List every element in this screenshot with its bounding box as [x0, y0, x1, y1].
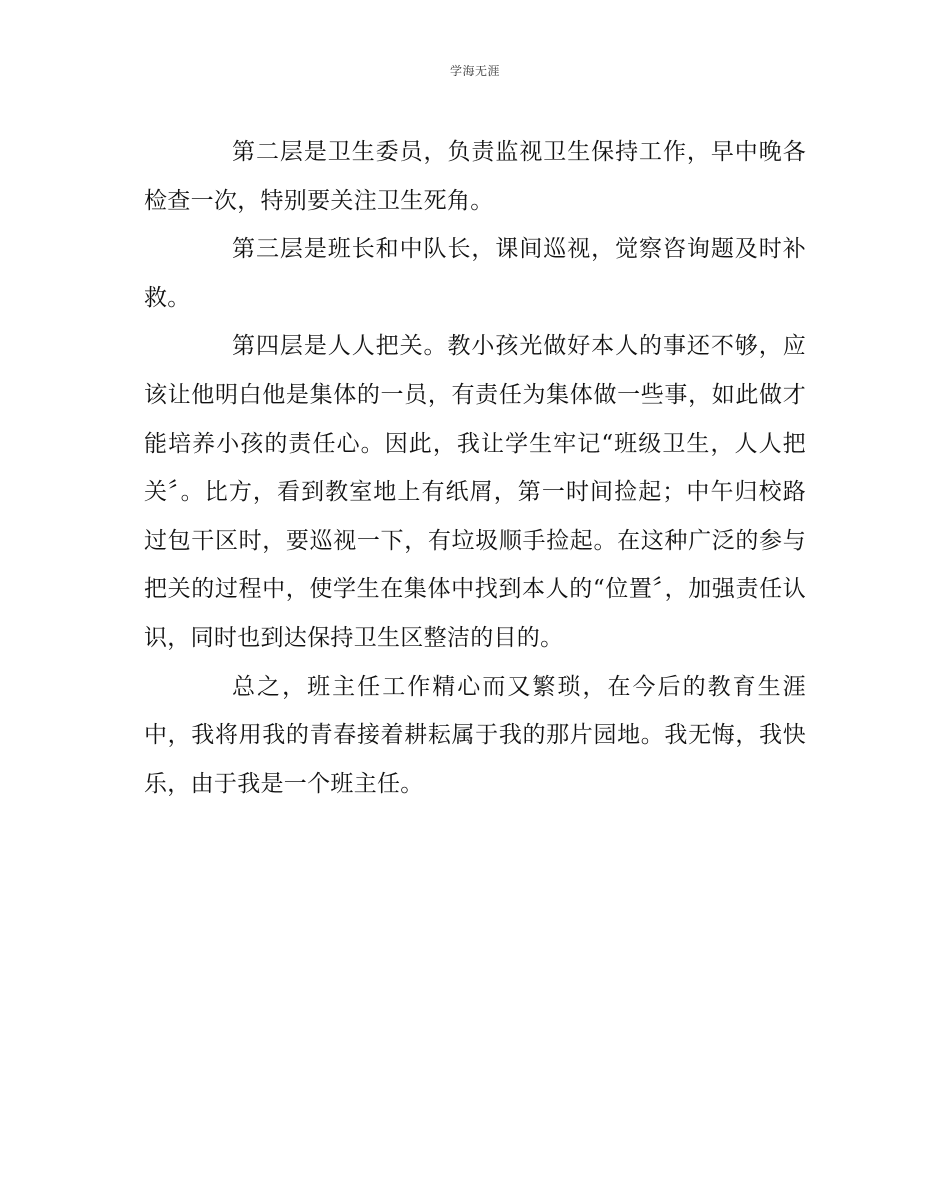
document-body: [144, 128, 806, 808]
paragraph: 总之，班主任工作精心而又繁琐，在今后的教育生涯中，我将用我的青春接着耕耘属于我的那片园地。我无悔，我快乐，由于我是一个班主任。: [144, 673, 806, 797]
paragraph: 第二层是卫生委员，负责监视卫生保持工作，早中晚各检查一次，特别要关注卫生死角。: [144, 139, 806, 214]
paragraph: 第四层是人人把关。教小孩光做好本人的事还不够，应该让他明白他是集体的一员，有责任为集体做一些事，如此做才能培养小孩的责任心。因此，我让学生牢记“班级卫生，人人把关〞。比方，看到教室地上有纸屑，第一时间捡起；中午归校路过包干区时，要巡视一下，有垃圾顺手捡起。在这种广泛的参与把关的过程中，使学生在集体中找到本人的“位置〞，加强责任认识，同时也到达保持卫生区整洁的目的。: [144, 333, 806, 651]
page-header: 学海无涯: [449, 64, 500, 78]
paragraph: 第三层是班长和中队长，课间巡视，觉察咨询题及时补救。: [144, 236, 806, 311]
